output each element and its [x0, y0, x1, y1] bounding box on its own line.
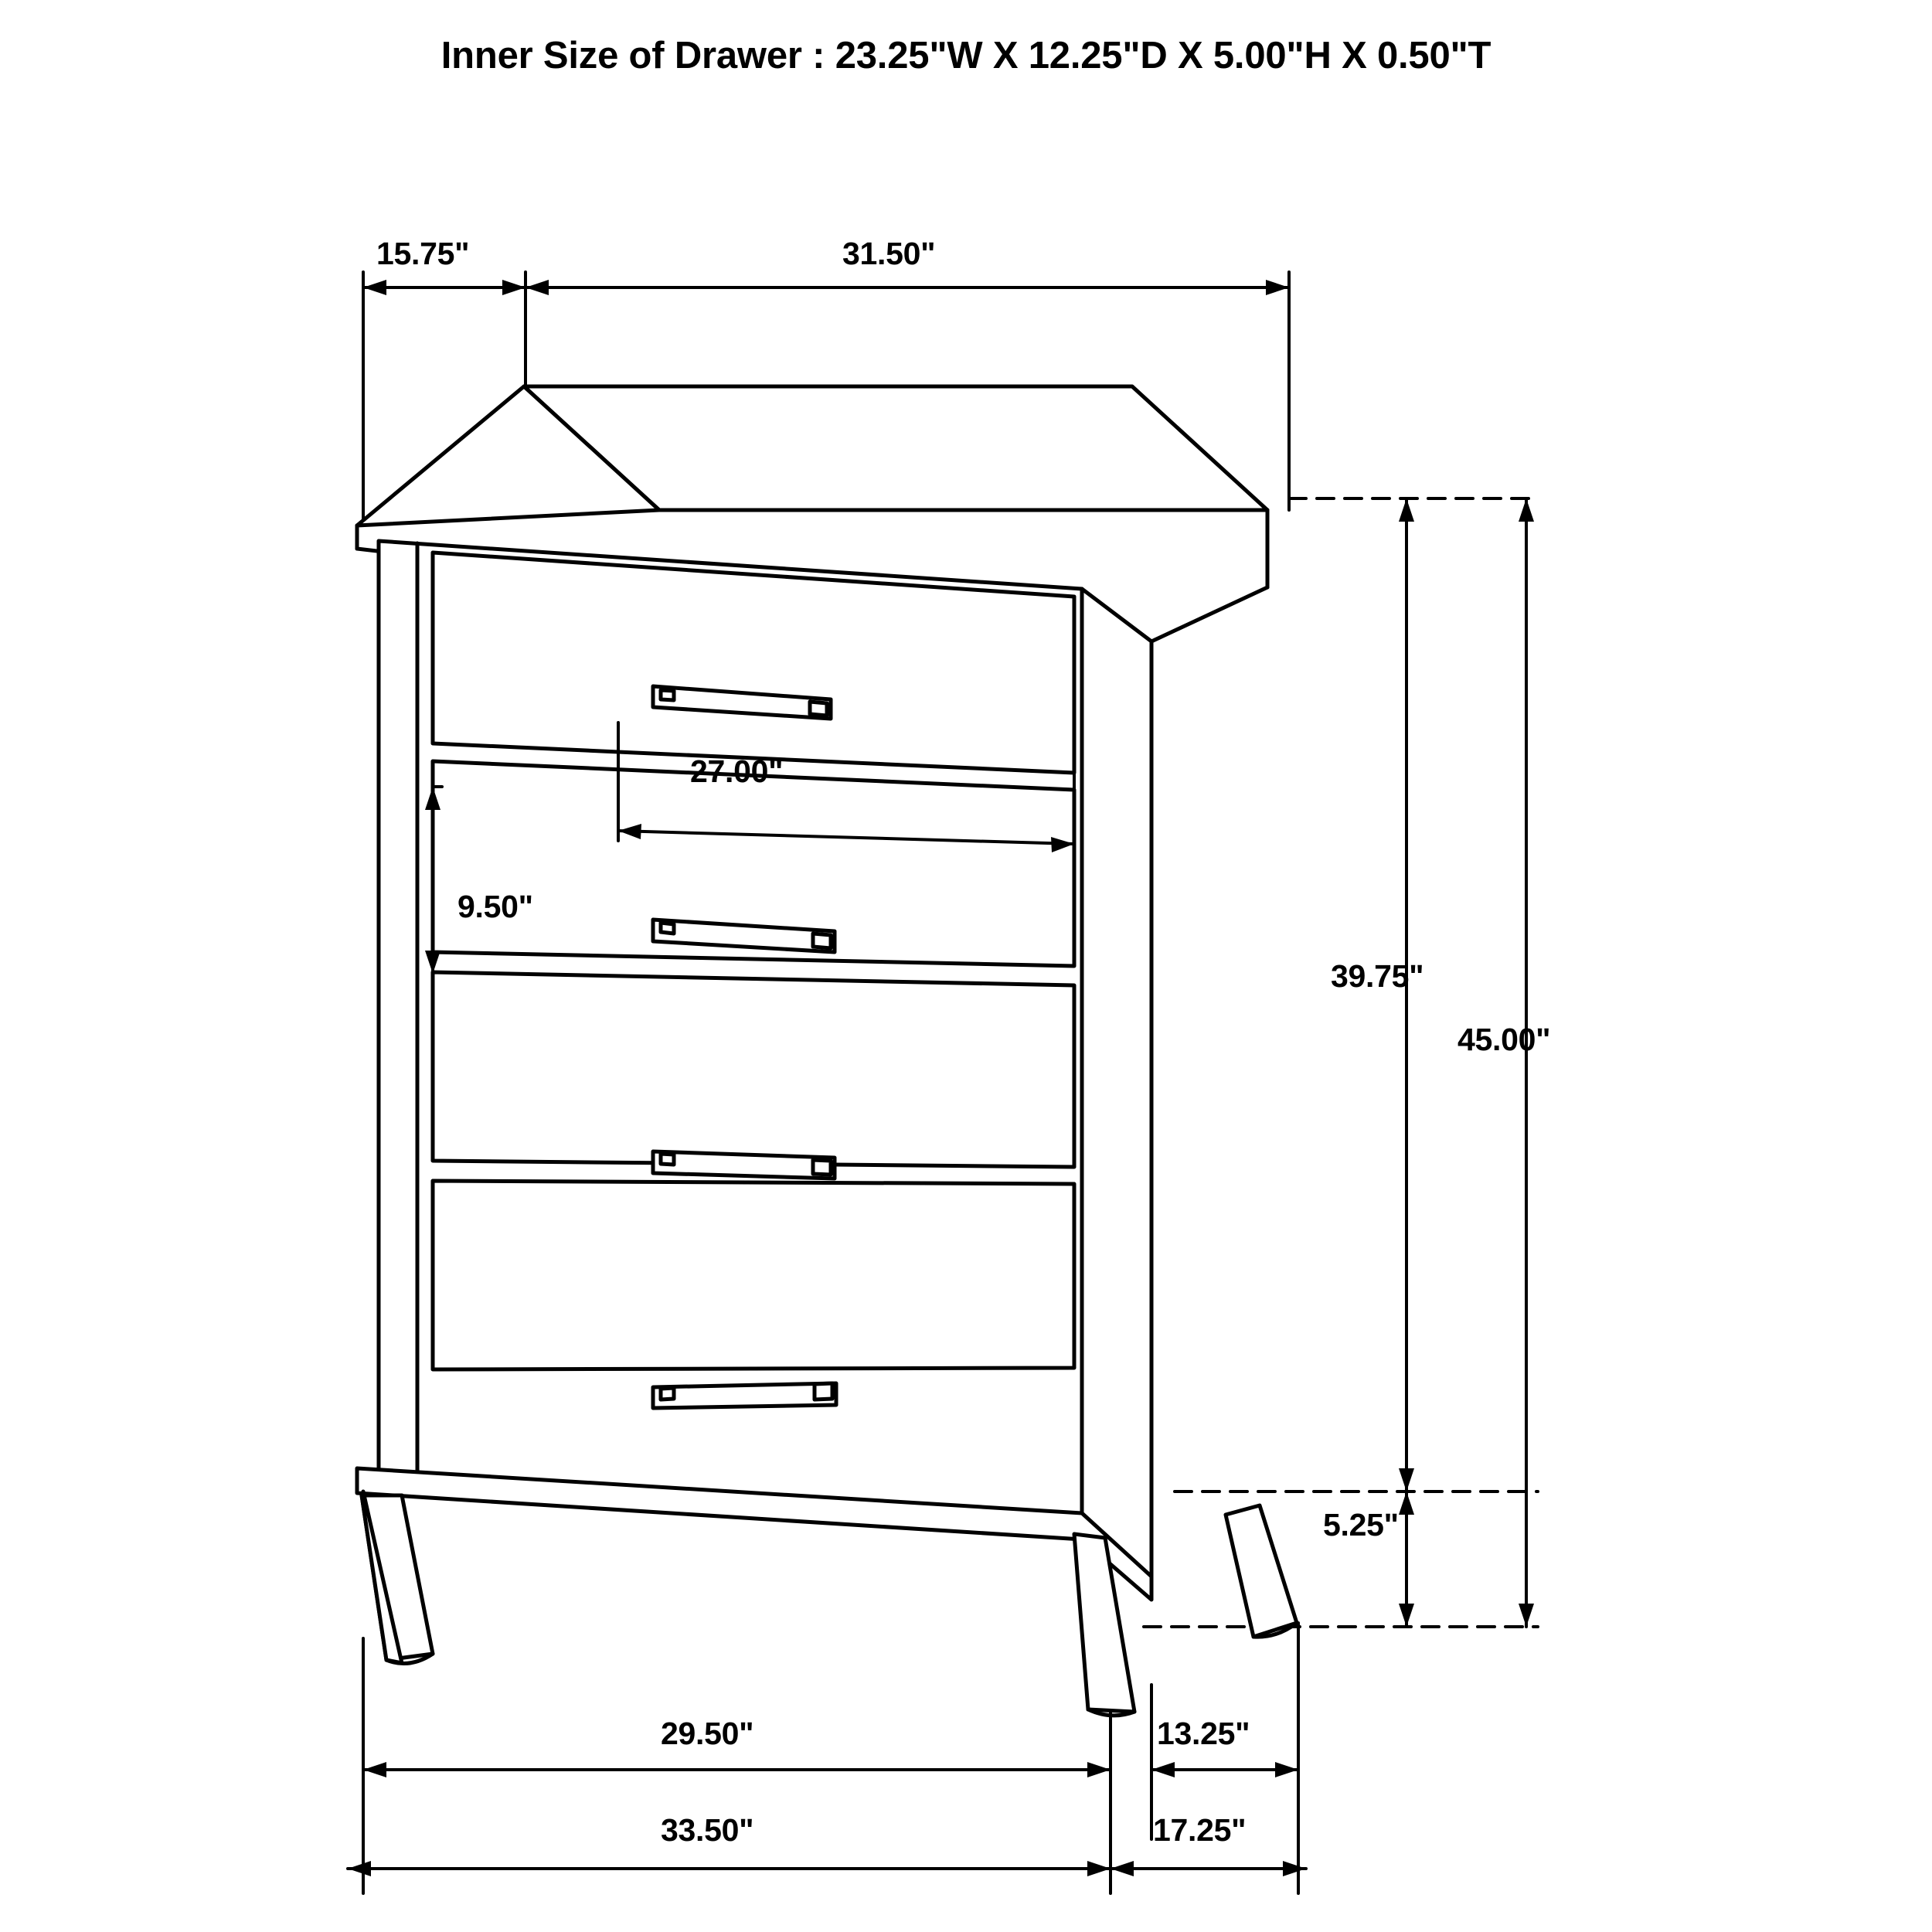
- dim-drawer-front-width: 27.00": [690, 753, 784, 789]
- dim-cabinet-height: 39.75": [1331, 958, 1424, 994]
- dim-leg-height: 5.25": [1323, 1507, 1399, 1543]
- chest-body: [357, 386, 1297, 1716]
- drawer-handle: [653, 1151, 835, 1179]
- dimension-lines-bottom: [348, 1623, 1306, 1893]
- page-title: Inner Size of Drawer : 23.25"W X 12.25"D X 5.00"H X 0.50"T: [440, 35, 1492, 77]
- dim-top-depth: 15.75": [376, 236, 470, 271]
- dim-base-width-inner: 29.50": [661, 1716, 754, 1751]
- dim-base-width-outer: 33.50": [661, 1812, 754, 1848]
- leg-back-right: [1226, 1505, 1297, 1637]
- dim-top-width: 31.50": [842, 236, 936, 271]
- dim-drawer-front-height: 9.50": [457, 889, 533, 924]
- dim-base-depth-outer: 17.25": [1153, 1812, 1247, 1848]
- dim-overall-height: 45.00": [1458, 1022, 1551, 1057]
- dimension-lines-right: [1144, 498, 1538, 1627]
- dim-base-depth-inner: 13.25": [1157, 1716, 1250, 1751]
- drawer-handle: [653, 1383, 836, 1408]
